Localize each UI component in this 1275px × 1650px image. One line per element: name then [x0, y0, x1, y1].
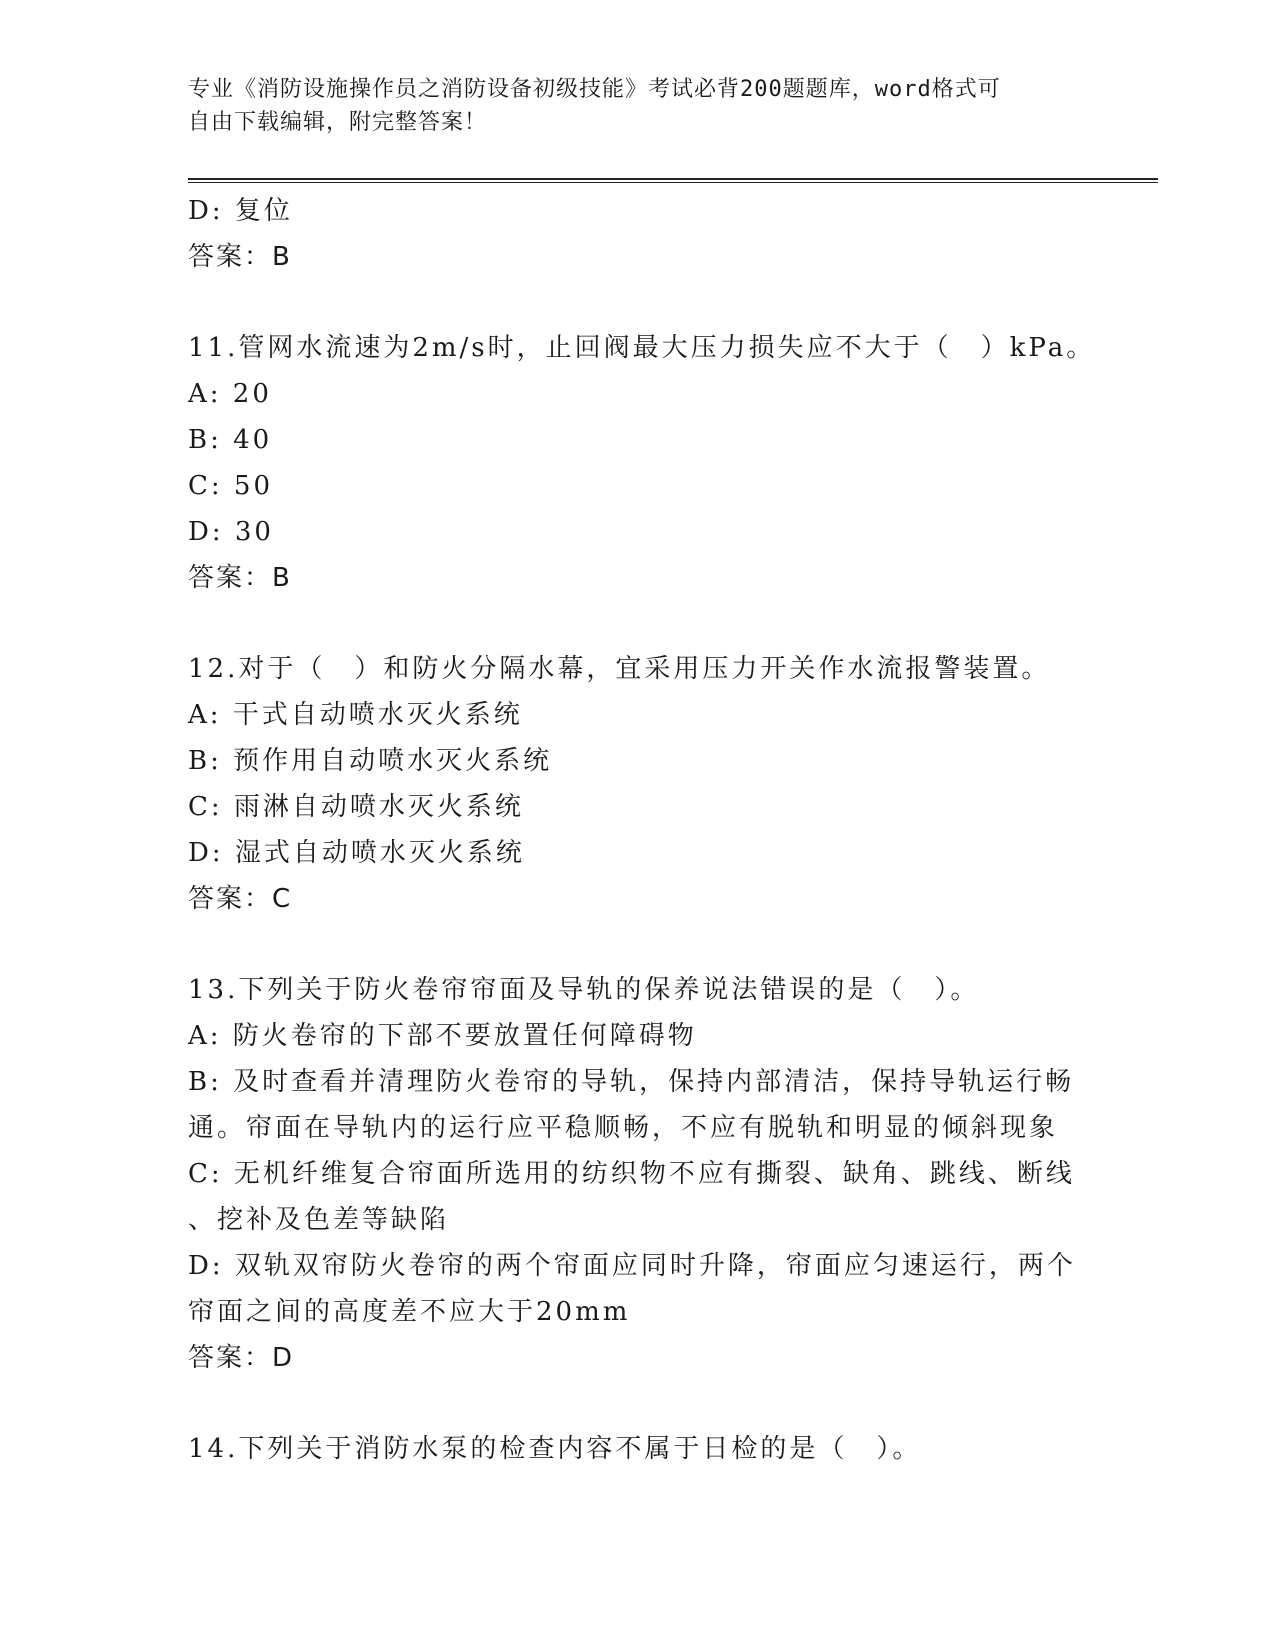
- question-13: [188, 967, 1088, 1381]
- option-b: B: 预作用自动喷水灭火系统: [188, 746, 553, 776]
- option-a: A: 20: [188, 379, 272, 409]
- answer-line: 答案：B: [188, 563, 292, 593]
- answer-line: 答案：B: [188, 242, 292, 272]
- question-11: [188, 325, 1096, 601]
- answer-line: 答案：C: [188, 884, 293, 914]
- question-14: [188, 1426, 1088, 1472]
- option-b: B: 40: [188, 425, 273, 455]
- option-d: D: 湿式自动喷水灭火系统: [188, 838, 525, 868]
- option-c: C: 雨淋自动喷水灭火系统: [188, 792, 524, 822]
- option-b-continued: 通。帘面在导轨内的运行应平稳顺畅，不应有脱轨和明显的倾斜现象: [188, 1113, 1059, 1143]
- question-10-tail: [188, 188, 1088, 280]
- spacer: [188, 601, 1088, 646]
- option-b: B: 及时查看并清理防火卷帘的导轨，保持内部清洁，保持导轨运行畅: [188, 1067, 1075, 1097]
- document-header: [188, 73, 1088, 139]
- header-divider: [188, 178, 1158, 183]
- header-line-2: 自由下载编辑，附完整答案！: [188, 110, 488, 135]
- option-d: D: 复位: [188, 196, 293, 226]
- option-c: C: 50: [188, 471, 274, 501]
- question-stem: 12.对于（ ）和防火分隔水幕，宜采用压力开关作水流报警装置。: [188, 654, 1051, 684]
- spacer: [188, 922, 1088, 967]
- option-c-continued: 、挖补及色差等缺陷: [188, 1205, 450, 1235]
- document-body: [188, 188, 1096, 1472]
- option-c: C: 无机纤维复合帘面所选用的纺织物不应有撕裂、缺角、跳线、断线: [188, 1159, 1075, 1189]
- option-a: A: 干式自动喷水灭火系统: [188, 700, 523, 730]
- question-stem: 13.下列关于防火卷帘帘面及导轨的保养说法错误的是（ ）。: [188, 975, 980, 1005]
- option-d-continued: 帘面之间的高度差不应大于20mm: [188, 1297, 631, 1327]
- answer-line: 答案：D: [188, 1343, 295, 1373]
- option-a: A: 防火卷帘的下部不要放置任何障碍物: [188, 1021, 697, 1051]
- question-stem: 11.管网水流速为2m/s时，止回阀最大压力损失应不大于（ ）kPa。: [188, 333, 1096, 363]
- question-stem: 14.下列关于消防水泵的检查内容不属于日检的是（ ）。: [188, 1434, 922, 1464]
- spacer: [188, 1381, 1088, 1426]
- header-line-1: 专业《消防设施操作员之消防设备初级技能》考试必背200题题库，word格式可: [188, 77, 1001, 102]
- question-12: [188, 646, 1088, 922]
- option-d: D: 30: [188, 517, 274, 547]
- spacer: [188, 280, 1088, 325]
- option-d: D: 双轨双帘防火卷帘的两个帘面应同时升降，帘面应匀速运行，两个: [188, 1251, 1076, 1281]
